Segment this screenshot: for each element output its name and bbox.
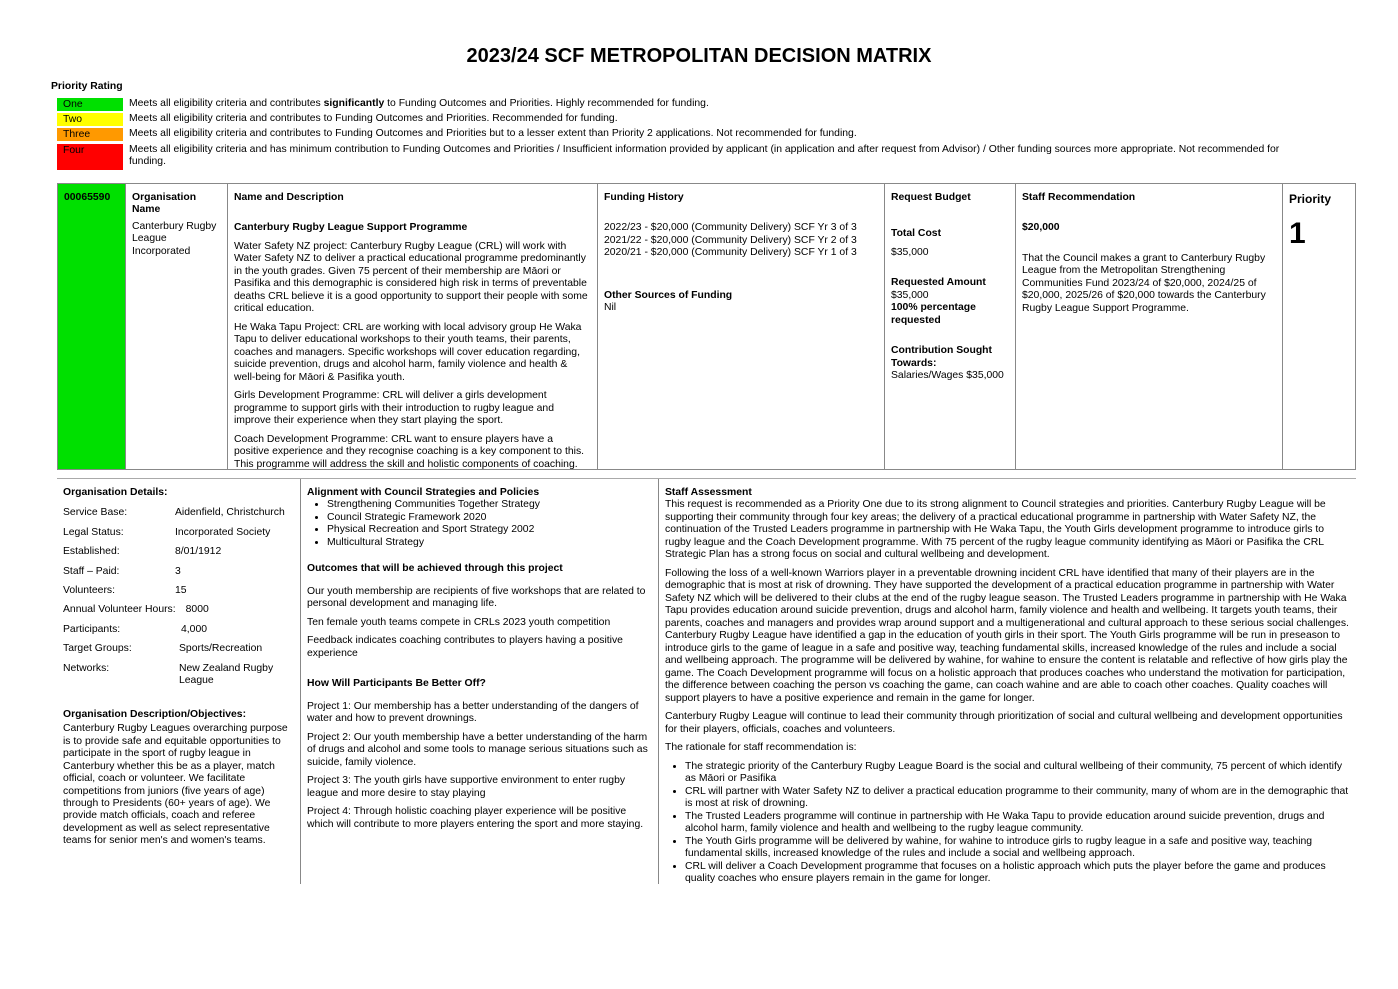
list-item: • CRL will deliver a Coach Development programme that focuses on a holistic approach which puts the player before the game and produces quality coaches who ensure players remain in the game for longer.	[685, 861, 1350, 886]
description-paragraph: Water Safety NZ project: Canterbury Rugby League (CRL) will work with Water Safety NZ to deliver a practical educational programme predominantly in the youth grades. Given 75 percent of their membership are Māori or Pasifika and this demographic is considered high risk in terms of preventable deaths CRL believe it is a good opportunity to support their people with some critical education.	[234, 240, 588, 315]
assessment-paragraph: The rationale for staff recommendation is:	[665, 742, 857, 754]
detail-row: Target Groups: Sports/Recreation	[63, 643, 263, 655]
priority-description: Meets all eligibility criteria and has minimum contribution to Funding Outcomes and Priorities / Insufficient information provided by applicant (in application and after request from Advisor) / Other funding sources more appropriate. Not recommended for funding.	[129, 144, 1280, 168]
organisation-header: Organisation Name	[132, 192, 197, 216]
assessment-paragraph: Following the loss of a well-known Warriors player in a preventable drowning incident CRL have identified that many of their players are in the demographic that is most at risk of drowning. They have supported the development of a practical education programme in partnership with Water Safety NZ which will be delivered to their clubs at the end of the rugby league season. The Trusted Leaders programme in partnership with He Waka Tapu provides education around suicide prevention, drugs and alcohol harm, family violence and health and wellbeing. It targets youth teams, their parents, coaches and managers and provides wrap around support and a multigenerational and cultural approach to these serious social challenges. Canterbury Rugby League have identified a gap in the education of youth girls in their sport. The Youth Girls programme will be run in preseason to introduce girls to the game of league in a safe and positive way, teaching fundamental skills, increased knowledge of the rules and include a social and wellbeing approach. The programme will be delivered by wahine, for wahine to ensure the content is relatable and reflective of how girls play the game. The Coach Development programme will focus on a holistic approach that produces coaches who understand the motivation for participation, the difference between coaching the person vs coaching the game, can coach wahine and are able to coach other coaches. Quality coaches will support players to have a positive experience and remain in the game for longer.	[665, 567, 1349, 704]
priority-row-two	[57, 113, 1307, 126]
project-title: Canterbury Rugby League Support Programme	[234, 222, 468, 234]
description-paragraph: He Waka Tapu Project: CRL are working with local advisory group He Waka Tapu to deliver educational workshops to their youth teams, their parents, coaches and managers. Specific workshops will cover education regarding, suicide prevention, drugs and alcohol harm, family violence and health & well-being for Māori & Pasifika youth.	[234, 321, 582, 383]
staff-recommendation-column	[1015, 184, 1282, 469]
details-section	[57, 478, 1356, 884]
application-id-cell	[58, 184, 125, 469]
priority-row-one	[57, 98, 1307, 111]
staff-recommendation-header: Staff Recommendation	[1022, 192, 1136, 203]
better-off-item: Project 3: The youth girls have supportive environment to enter rugby league and more desire to stay playing	[307, 775, 626, 799]
organisation-description-heading: Organisation Description/Objectives:	[63, 708, 247, 720]
name-description-header: Name and Description	[234, 192, 344, 203]
priority-swatch: One	[57, 98, 123, 111]
percentage-requested: 100% percentage requested	[891, 302, 976, 326]
funding-history-line: 2021/22 - $20,000 (Community Delivery) SCF Yr 2 of 3	[604, 234, 857, 246]
rationale-list	[665, 761, 1350, 886]
list-item: • Council Strategic Framework 2020	[327, 512, 652, 524]
application-id: 00065590	[64, 192, 111, 203]
priority-header: Priority	[1289, 192, 1332, 206]
alignment-column	[300, 479, 658, 884]
list-item: • Multicultural Strategy	[327, 537, 652, 549]
detail-row: Service Base: Aidenfield, Christchurch	[63, 507, 285, 519]
requested-amount-value: $35,000	[891, 289, 929, 301]
description-paragraph: Girls Development Programme: CRL will deliver a girls development programme to support girls with their introduction to rugby league and improve their experience when they start playing the sport.	[234, 390, 554, 427]
priority-swatch: Three	[57, 128, 123, 141]
better-off-item: Project 4: Through holistic coaching player experience will be positive which will contribute to more players entering the sport and more staying.	[307, 806, 644, 830]
detail-row: Volunteers: 15	[63, 585, 187, 597]
funding-history-column	[597, 184, 884, 469]
alignment-heading: Alignment with Council Strategies and Policies	[307, 487, 540, 498]
detail-row: Annual Volunteer Hours: 8000	[63, 604, 209, 616]
staff-assessment-heading: Staff Assessment	[665, 487, 752, 498]
contribution-sought-label: Contribution Sought Towards:	[891, 345, 992, 369]
staff-assessment-column	[658, 479, 1356, 884]
priority-column	[1282, 184, 1355, 469]
organisation-details-heading: Organisation Details:	[63, 487, 168, 498]
priority-row-four	[57, 144, 1307, 170]
priority-description: Meets all eligibility criteria and contributes significantly to Funding Outcomes and Priorities. Highly recommended for funding.	[129, 98, 709, 109]
contribution-sought-value: Salaries/Wages $35,000	[891, 370, 1004, 382]
list-item: • Physical Recreation and Sport Strategy 2002	[327, 524, 652, 536]
list-item: • The Trusted Leaders programme will continue in partnership with He Waka Tapu to provide education around suicide prevention, drugs and alcohol harm, family violence and health and wellbeing to the rugby league community.	[685, 811, 1350, 836]
priority-description: Meets all eligibility criteria and contributes to Funding Outcomes and Priorities but to a lesser extent than Priority 2 applications. Not recommended for funding.	[129, 128, 857, 139]
outcomes-heading: Outcomes that will be achieved through this project	[307, 563, 563, 575]
name-description-column	[227, 184, 597, 469]
other-sources-value: Nil	[604, 302, 617, 314]
priority-swatch: Two	[57, 113, 123, 126]
request-budget-column	[884, 184, 1015, 469]
funding-history-line: 2022/23 - $20,000 (Community Delivery) SCF Yr 3 of 3	[604, 222, 857, 234]
organisation-column	[125, 184, 227, 469]
funding-history-line: 2020/21 - $20,000 (Community Delivery) SCF Yr 1 of 3	[604, 247, 857, 259]
outcome-item: Ten female youth teams compete in CRLs 2023 youth competition	[307, 616, 611, 628]
recommended-amount: $20,000	[1022, 222, 1060, 234]
detail-row: Networks: New Zealand Rugby League	[63, 662, 274, 687]
organisation-details-column	[57, 479, 300, 884]
list-item: • The strategic priority of the Canterbury Rugby League Board is the social and cultural wellbeing of their community, 75 percent of which identify as Māori or Pasifika	[685, 761, 1350, 786]
better-off-item: Project 2: Our youth membership have a better understanding of the harm of drugs and alcohol and some tools to manage serious situations such as suicide, family violence.	[307, 731, 648, 768]
priority-row-three	[57, 128, 1307, 141]
total-cost-value: $35,000	[891, 246, 929, 258]
decision-matrix-table	[57, 183, 1356, 470]
alignment-list	[307, 499, 652, 549]
list-item: • Strengthening Communities Together Strategy	[327, 499, 652, 511]
assessment-paragraph: Canterbury Rugby League will continue to lead their community through prioritization of social and cultural wellbeing and development opportunities for their players, officials, coaches and volunteers.	[665, 711, 1343, 735]
detail-row: Participants: 4,000	[63, 623, 208, 635]
outcome-item: Feedback indicates coaching contributes to players having a positive experience	[307, 635, 623, 659]
assessment-paragraph: This request is recommended as a Priority One due to its strong alignment to Council strategies and priorities. Canterbury Rugby League will be supporting their community through four key areas; the delivery of a practical educational programme in partnership with Water Safety NZ, the continuation of the Trusted Leaders programme in partnership with He Waka Tapu, the Youth Girls development programme to introduce girls to rugby league and the Coach Development programme. With 75 percent of the rugby league community identifying as Māori or Pasifika the CRL Strategic Plan has a strong focus on social and cultural wellbeing and development.	[665, 499, 1326, 561]
priority-description: Meets all eligibility criteria and contributes to Funding Outcomes and Priorities. Recommended for funding.	[129, 113, 618, 124]
detail-row: Legal Status: Incorporated Society	[63, 526, 271, 538]
page-title: 2023/24 SCF METROPOLITAN DECISION MATRIX	[466, 45, 932, 67]
detail-row: Established: 8/01/1912	[63, 546, 222, 558]
requested-amount-label: Requested Amount	[891, 277, 986, 289]
other-sources-label: Other Sources of Funding	[604, 289, 733, 301]
list-item: • The Youth Girls programme will be delivered by wahine, for wahine to introduce girls to rugby league in a safe and positive way, teaching fundamental skills, increased knowledge of the rules and include a social and wellbeing approach.	[685, 836, 1350, 861]
description-paragraph: Coach Development Programme: CRL want to ensure players have a positive experience and they recognise coaching is a key component to this. This programme will address the skill and holistic components of coaching.	[234, 433, 585, 470]
organisation-name: Canterbury Rugby League Incorporated	[132, 220, 217, 257]
detail-row: Staff – Paid: 3	[63, 565, 181, 577]
priority-swatch: Four	[57, 144, 123, 170]
organisation-description: Canterbury Rugby Leagues overarching purpose is to provide safe and equitable opportunities to participate in the sport of rugby league in Canterbury whether this be as a player, match official, coach or volunteer. We facilitate competitions from juniors (five years of age) through to Presidents (60+ years of age). We provide match officials, coach and referee development as well as select representative teams for senior men's and women's teams.	[63, 723, 288, 847]
priority-value: 1	[1289, 217, 1306, 251]
funding-history-header: Funding History	[604, 192, 684, 203]
list-item: • CRL will partner with Water Safety NZ to deliver a practical education programme to their community, many of whom are in the demographic that is most at risk of drowning.	[685, 786, 1350, 811]
request-budget-header: Request Budget	[891, 192, 971, 203]
better-off-item: Project 1: Our membership has a better understanding of the dangers of water and how to prevent drownings.	[307, 700, 639, 725]
priority-rating-heading: Priority Rating	[51, 81, 123, 92]
better-off-heading: How Will Participants Be Better Off?	[307, 678, 486, 690]
outcome-item: Our youth membership are recipients of five workshops that are related to personal development and managing life.	[307, 585, 646, 610]
total-cost-label: Total Cost	[891, 228, 942, 240]
recommendation-text: That the Council makes a grant to Canterbury Rugby League from the Metropolitan Strengthening Communities Fund 2023/24 of $20,000, 2024/25 of $20,000, 2025/26 of $20,000 towards the Canterbury Rugby League Support Programme.	[1022, 252, 1266, 314]
